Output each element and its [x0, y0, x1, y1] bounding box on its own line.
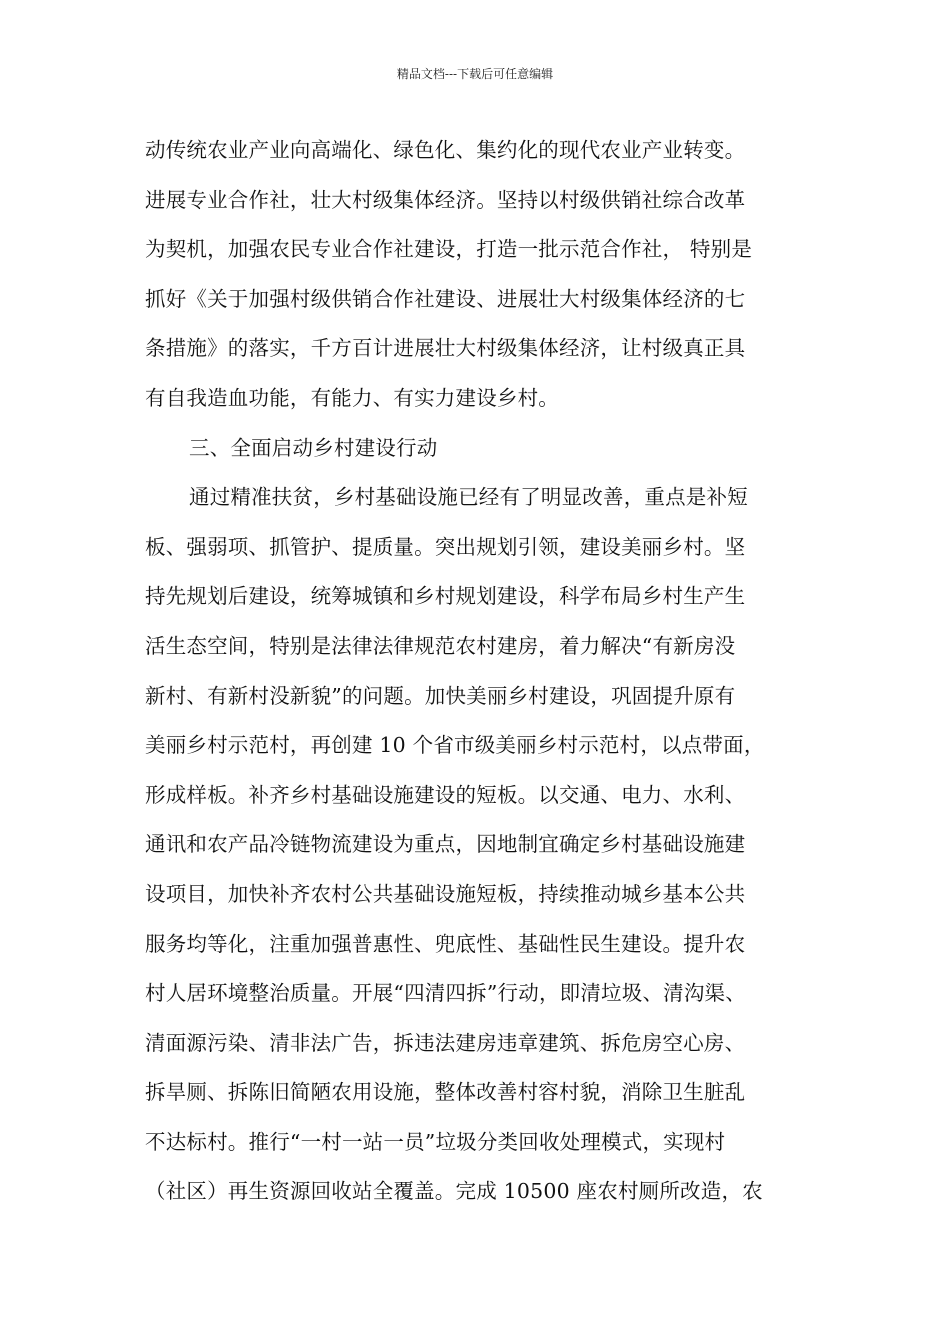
- text-line: 为契机，加强农民专业合作社建设，打造一批示范合作社， 特别是: [145, 237, 753, 262]
- text-line: 村人居环境整治质量。开展“四清四拆”行动，即清垃圾、清沟渠、: [145, 981, 746, 1006]
- text-line: 服务均等化，注重加强普惠性、兜底性、基础性民生建设。提升农: [145, 931, 746, 956]
- text-line: 板、强弱项、抓管护、提质量。突出规划引领，建设美丽乡村。坚: [145, 534, 746, 559]
- text-line: 活生态空间，特别是法律法律规范农村建房，着力解决“有新房没: [145, 633, 736, 658]
- text-line: 清面源污染、清非法广告，拆违法建房违章建筑、拆危房空心房、: [145, 1030, 746, 1055]
- text-line: 动传统农业产业向高端化、绿色化、集约化的现代农业产业转变。: [145, 138, 746, 162]
- text-line: 有自我造血功能，有能力、有实力建设乡村。: [145, 385, 559, 410]
- text-line: 通过精准扶贫，乡村基础设施已经有了明显改善，重点是补短: [189, 485, 748, 510]
- text-line: 美丽乡村示范村，再创建 10 个省市级美丽乡村示范村，以点带面，: [145, 733, 765, 758]
- text-line: 拆旱厕、拆陈旧简陋农用设施，整体改善村容村貌，消除卫生脏乱: [145, 1080, 746, 1105]
- text-line: 抓好《关于加强村级供销合作社建设、进展壮大村级集体经济的七: [145, 286, 746, 311]
- page-header: 精品文档---下载后可任意编辑: [396, 67, 554, 81]
- text-line: 条措施》的落实，千方百计进展壮大村级集体经济，让村级真正具: [145, 336, 746, 361]
- text-line: 新村、有新村没新貌”的问题。加快美丽乡村建设，巩固提升原有: [145, 683, 736, 708]
- text-line: 通讯和农产品冷链物流建设为重点，因地制宜确定乡村基础设施建: [145, 832, 746, 857]
- text-line: 三、全面启动乡村建设行动: [189, 435, 438, 460]
- text-line: 不达标村。推行“一村一站一员”垃圾分类回收处理模式，实现村: [145, 1129, 726, 1154]
- text-line: 设项目，加快补齐农村公共基础设施短板，持续推动城乡基本公共: [145, 881, 746, 906]
- document-body: [145, 126, 825, 1217]
- text-line: 形成样板。补齐乡村基础设施建设的短板。以交通、电力、水利、: [145, 782, 746, 807]
- text-line: （社区）再生资源回收站全覆盖。完成 10500 座农村厕所改造，农: [145, 1179, 763, 1204]
- text-line: 持先规划后建设，统筹城镇和乡村规划建设，科学布局乡村生产生: [145, 584, 746, 609]
- text-line: 进展专业合作社，壮大村级集体经济。坚持以村级供销社综合改革: [145, 187, 746, 212]
